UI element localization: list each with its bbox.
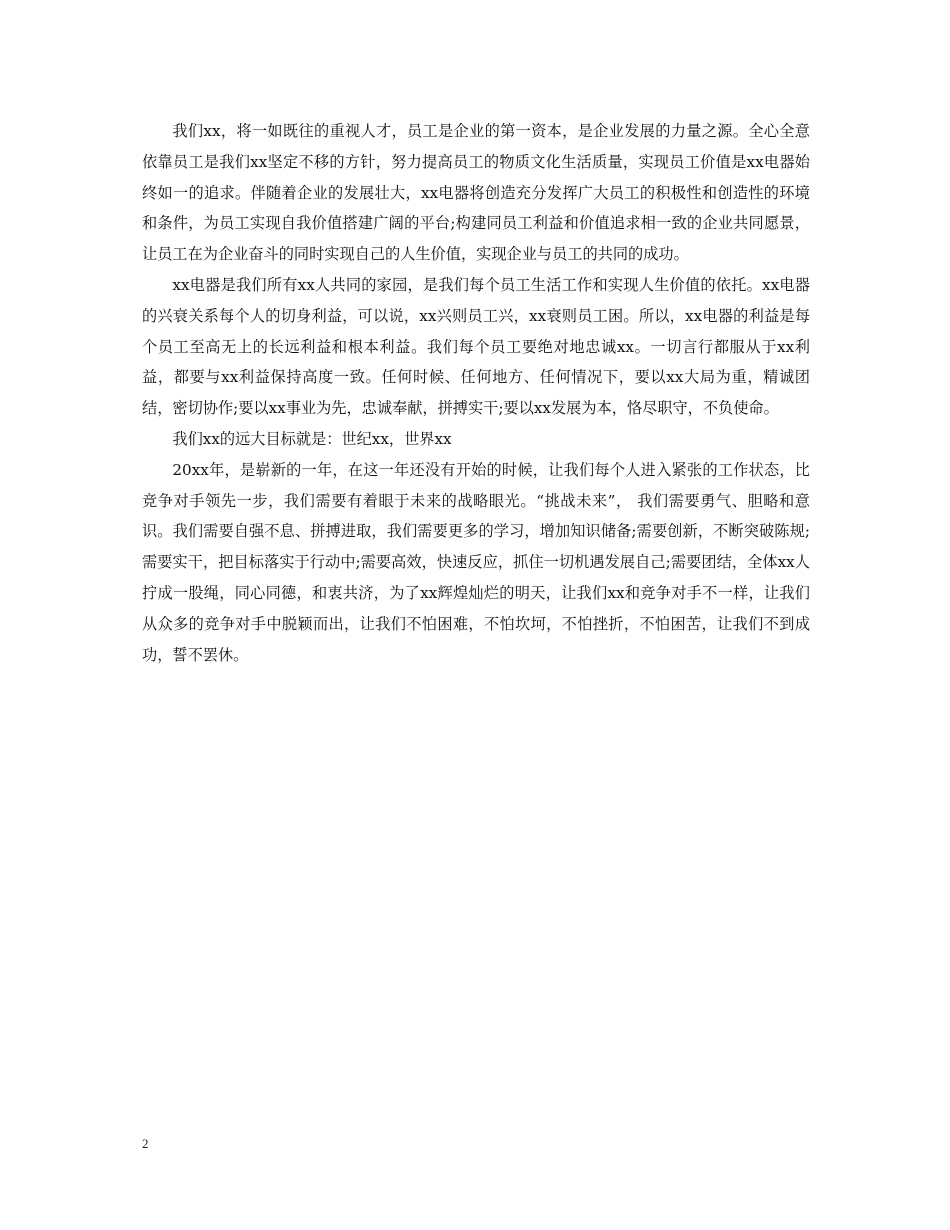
- paragraph-3: 我们xx的远大目标就是：世纪xx，世界xx: [172, 429, 452, 448]
- paragraph-2: xx电器是我们所有xx人共同的家园，是我们每个员工生活工作和实现人生价值的依托。xx电器的兴衰关系每个人的切身利益，可以说，xx兴则员工兴，xx衰则员工困。所以，xx电器的利益是每个员工至高无上的长远利益和根本利益。我们每个员工要绝对地忠诚xx。一切言行都服从于xx利益，都要与xx利益保持高度一致。任何时候、任何地方、任何情况下，要以xx大局为重，精诚团结，密切协作;要以xx事业为先，忠诚奉献，拼搏实干;要以xx发展为本，恪尽职守，不负使命。: [142, 275, 810, 418]
- page-number: 2: [142, 1136, 149, 1151]
- document-body: [142, 116, 810, 670]
- paragraph-1: 我们xx，将一如既往的重视人才，员工是企业的第一资本，是企业发展的力量之源。全心全意依靠员工是我们xx坚定不移的方针，努力提高员工的物质文化生活质量，实现员工价值是xx电器始终如一的追求。伴随着企业的发展壮大，xx电器将创造充分发挥广大员工的积极性和创造性的环境和条件，为员工实现自我价值搭建广阔的平台;构建同员工利益和价值追求相一致的企业共同愿景，让员工在为企业奋斗的同时实现自己的人生价值，实现企业与员工的共同的成功。: [142, 122, 810, 264]
- paragraph-4: 20xx年，是崭新的一年，在这一年还没有开始的时候，让我们每个人进入紧张的工作状态，比竞争对手领先一步，我们需要有着眼于未来的战略眼光。“挑战未来”， 我们需要勇气、胆略和意识。我们需要自强不息、拼搏进取，我们需要更多的学习，增加知识储备;需要创新，不断突破陈规;需要实干，把目标落实于行动中;需要高效，快速反应，抓住一切机遇发展自己;需要团结，全体xx人拧成一股绳，同心同德，和衷共济，为了xx辉煌灿烂的明天，让我们xx和竞争对手不一样，让我们从众多的竞争对手中脱颖而出，让我们不怕困难，不怕坎坷，不怕挫折，不怕困苦，让我们不到成功，誓不罢休。: [142, 460, 810, 664]
